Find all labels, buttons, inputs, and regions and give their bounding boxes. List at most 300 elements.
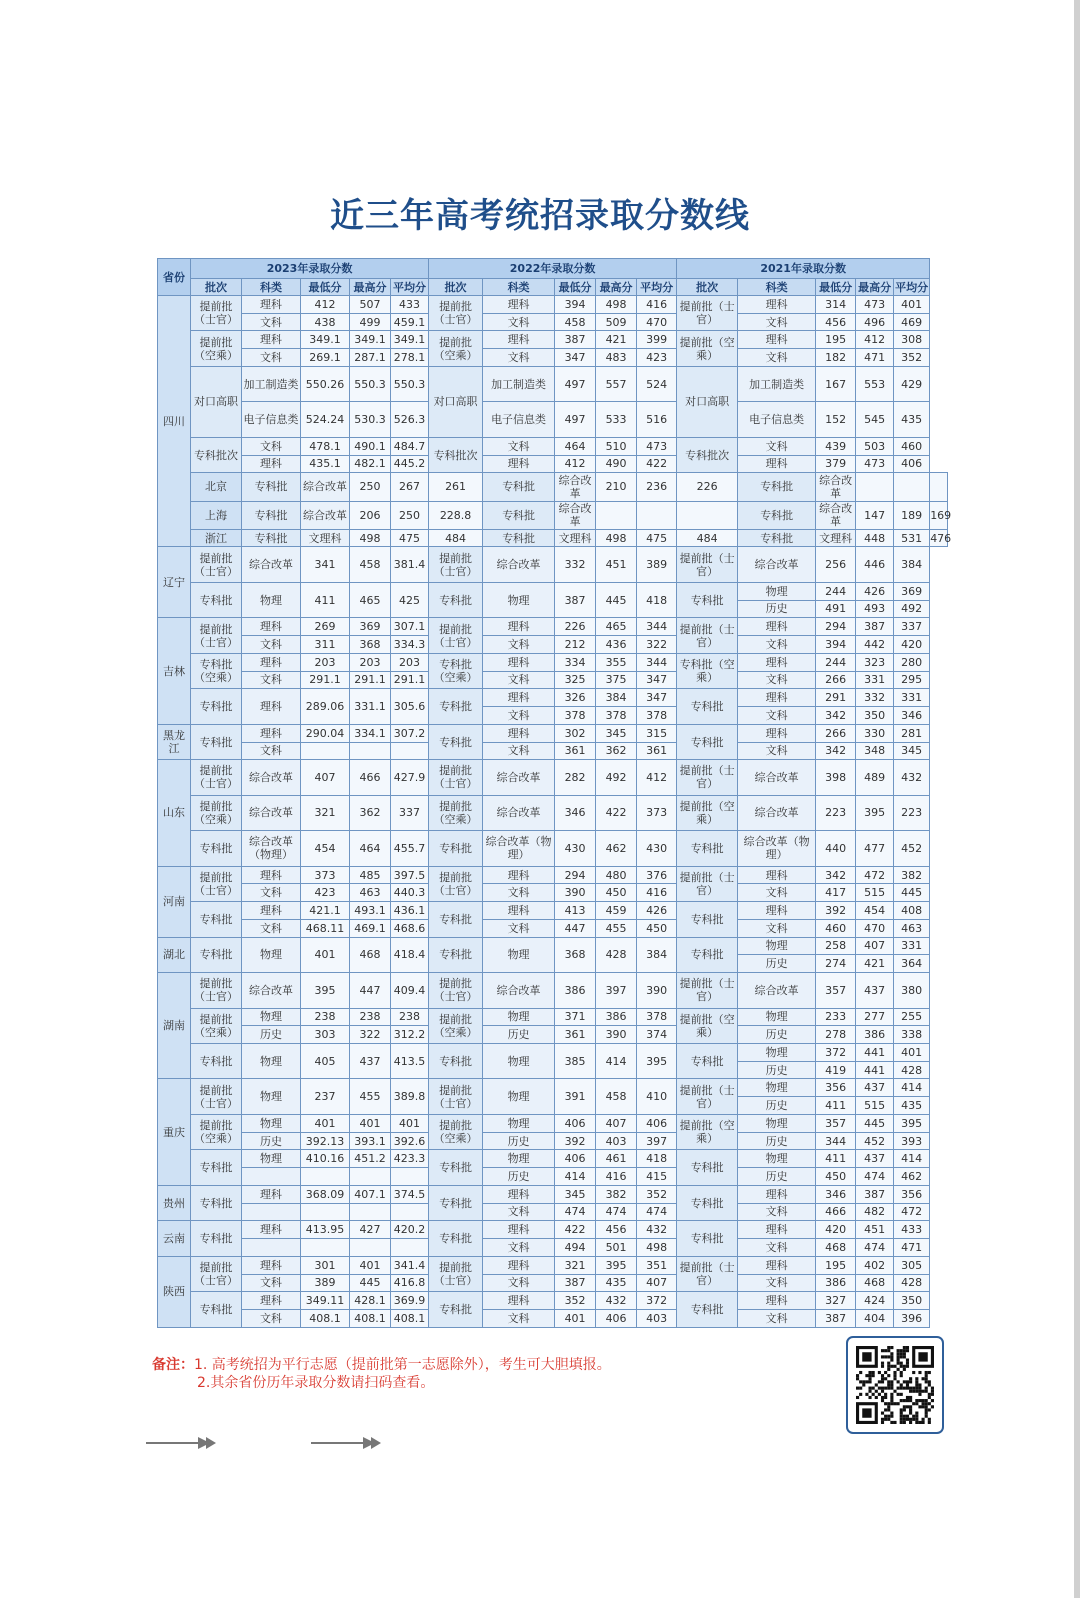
subject-cell: 理科 [738,455,816,473]
score-cell: 430 [637,831,677,866]
subject-cell: 文科 [483,707,555,725]
table-row [158,795,948,813]
score-cell: 422 [596,795,637,830]
subject-cell: 文科 [738,884,816,902]
score-cell: 440 [816,831,856,866]
table-row [158,902,948,920]
col-header-batch: 批次 [677,279,738,296]
subject-cell: 文理科 [816,529,856,547]
batch-cell: 专科批 [483,529,555,547]
score-cell: 463 [350,884,391,902]
table-row [158,1256,948,1274]
score-cell: 545 [856,402,894,437]
score-cell: 352 [555,1292,596,1310]
subject-cell: 理科 [242,618,301,636]
score-cell: 451.2 [350,1150,391,1168]
score-cell: 361 [555,1026,596,1044]
page-edge [1074,0,1080,1598]
score-cell: 236 [637,473,677,501]
score-cell: 369 [350,618,391,636]
qr-code-icon [856,1346,934,1424]
score-cell: 407 [301,760,350,795]
score-cell: 334.3 [391,636,429,654]
score-cell: 378 [596,707,637,725]
batch-cell: 提前批（士官） [429,866,483,901]
batch-cell: 专科批 [191,724,242,759]
score-cell: 323 [856,653,894,671]
subject-cell: 文科 [242,636,301,654]
subject-cell: 历史 [738,955,816,973]
score-cell: 427.9 [391,760,429,795]
batch-cell: 专科批 [191,1292,242,1328]
score-cell: 411 [816,1097,856,1115]
subject-cell: 文科 [242,313,301,331]
score-cell: 386 [816,1274,856,1292]
score-cell: 331 [856,671,894,689]
batch-cell: 提前批（士官） [191,618,242,653]
score-cell: 474 [856,1168,894,1186]
score-cell: 420 [894,636,930,654]
subject-cell: 综合改革 [555,501,596,529]
score-cell: 361 [555,742,596,760]
score-cell: 401 [555,1310,596,1328]
score-cell: 401 [350,1256,391,1274]
score-cell [391,742,429,760]
score-cell: 368 [555,937,596,972]
score-cell: 456 [816,313,856,331]
subject-cell: 文科 [483,437,555,455]
col-header-avg: 平均分 [895,280,929,294]
score-cell: 395 [894,1114,930,1132]
score-cell: 371 [555,1008,596,1026]
subject-cell: 文科 [738,636,816,654]
score-cell: 468 [350,937,391,972]
score-cell: 373 [637,795,677,830]
score-cell: 482 [856,1203,894,1221]
score-cell: 351 [637,1256,677,1274]
table-row [158,671,948,689]
province-cell: 吉林 [158,618,191,724]
score-cell: 507 [350,296,391,314]
score-cell: 228.8 [429,501,483,529]
score-cell: 152 [816,402,856,437]
score-cell: 397.5 [391,866,429,884]
score-cell: 432 [637,1221,677,1239]
score-cell: 458 [555,313,596,331]
score-cell: 440.3 [391,884,429,902]
score-cell: 480 [596,866,637,884]
batch-cell: 专科批（空乘） [677,653,738,688]
score-cell: 399 [637,331,677,349]
batch-cell: 提前批（士官） [677,866,738,901]
subject-cell: 历史 [738,1061,816,1079]
score-cell: 458 [350,547,391,582]
score-cell: 428 [894,1061,930,1079]
subject-cell: 文科 [242,349,301,367]
score-cell: 472 [894,1203,930,1221]
subject-cell: 文科 [483,349,555,367]
score-cell: 349.1 [301,331,350,349]
score-cell: 421 [596,331,637,349]
subject-cell: 理科 [483,1221,555,1239]
score-cell: 421.1 [301,902,350,920]
subject-cell: 物理 [483,1079,555,1114]
subject-cell: 物理 [483,937,555,972]
batch-cell: 提前批（空乘） [677,331,738,366]
batch-cell: 提前批（士官） [429,760,483,795]
table-row [158,1292,948,1310]
qr-code[interactable] [846,1336,944,1434]
score-cell: 394 [555,296,596,314]
score-cell: 408.1 [301,1310,350,1328]
subject-cell: 文科 [483,1203,555,1221]
subject-cell: 理科 [738,1221,816,1239]
score-cell: 341 [301,547,350,582]
province-cell: 上海 [191,501,242,529]
subject-cell [242,1203,301,1221]
subject-cell: 综合改革 [483,973,555,1008]
table-row [158,331,948,349]
score-cell: 466 [350,760,391,795]
subject-cell: 理科 [738,724,816,742]
score-cell: 462 [596,831,637,866]
score-cell: 445 [856,1114,894,1132]
score-cell: 474 [637,1203,677,1221]
score-cell: 226 [677,473,738,501]
score-cell: 468.6 [391,919,429,937]
score-cell: 438 [301,313,350,331]
score-cell: 515 [856,884,894,902]
score-cell: 414 [555,1168,596,1186]
score-cell: 349.1 [391,331,429,349]
province-cell: 云南 [158,1221,191,1256]
score-cell: 389 [637,547,677,582]
score-cell: 550.3 [391,366,429,401]
batch-cell: 对口高职 [191,366,242,437]
score-cell: 490.1 [350,437,391,455]
subject-cell: 历史 [483,1026,555,1044]
subject-cell: 理科 [738,1292,816,1310]
score-cell: 469 [894,313,930,331]
table-row [158,1203,948,1221]
score-cell: 510 [596,437,637,455]
score-cell: 414 [894,1150,930,1168]
table-row [158,1310,948,1328]
score-cell: 419 [816,1061,856,1079]
province-cell: 辽宁 [158,547,191,618]
score-cell: 524 [637,366,677,401]
score-cell: 478.1 [301,437,350,455]
score-table [157,258,952,1328]
score-cell: 238 [350,1008,391,1026]
score-cell: 341.4 [391,1256,429,1274]
score-cell: 413.95 [301,1221,350,1239]
score-cell: 347 [637,689,677,707]
score-cell: 395 [637,1043,677,1078]
score-cell: 524.24 [301,402,350,437]
score-cell: 455 [596,919,637,937]
score-cell: 281 [894,724,930,742]
score-cell: 492 [596,760,637,795]
score-cell: 250 [350,473,391,501]
batch-cell: 专科批次 [191,437,242,472]
score-cell: 322 [637,636,677,654]
subject-cell: 综合改革 [301,501,350,529]
subject-cell: 理科 [483,1256,555,1274]
score-cell: 387 [856,618,894,636]
batch-cell: 专科批 [677,724,738,759]
col-header-min: 最低分 [301,279,350,296]
batch-cell: 提前批（士官） [191,296,242,331]
score-cell: 468.11 [301,919,350,937]
score-cell: 455.7 [391,831,429,866]
score-cell: 418 [637,1150,677,1168]
score-cell: 312.2 [391,1026,429,1044]
col-header-subject: 科类 [242,279,301,296]
score-cell [930,473,948,501]
score-cell: 450 [637,919,677,937]
score-cell: 305 [894,1256,930,1274]
subject-cell: 物理 [738,1043,816,1061]
score-cell: 439 [816,437,856,455]
col-header-min: 最低分 [555,279,596,296]
score-cell: 278 [816,1026,856,1044]
table-row [158,724,948,742]
subject-cell: 文理科 [555,529,596,547]
score-cell: 393 [894,1132,930,1150]
batch-cell: 专科批 [677,1185,738,1220]
score-cell: 415 [637,1168,677,1186]
subject-cell: 综合改革 [301,473,350,501]
subject-cell: 文科 [483,671,555,689]
score-cell: 287.1 [350,349,391,367]
score-cell: 311 [301,636,350,654]
score-cell: 337 [391,795,429,830]
year-2022-header: 2022年录取分数 [429,259,677,279]
subject-cell: 理科 [483,689,555,707]
notes [152,1356,611,1392]
score-cell: 471 [894,1239,930,1257]
province-cell: 湖北 [158,937,191,972]
score-cell: 483 [596,349,637,367]
score-cell: 430 [555,831,596,866]
score-cell: 269.1 [301,349,350,367]
score-cell: 526.3 [391,402,429,437]
score-cell: 401 [301,1114,350,1132]
subject-cell: 综合改革 [242,795,301,830]
score-cell: 346 [555,795,596,830]
score-cell: 195 [816,331,856,349]
score-cell: 451 [856,1221,894,1239]
batch-cell: 专科批 [429,831,483,866]
score-cell: 244 [816,653,856,671]
province-cell: 四川 [158,296,191,547]
score-cell: 342 [816,742,856,760]
score-cell: 378 [637,707,677,725]
score-cell: 428 [894,1274,930,1292]
score-cell: 347 [637,671,677,689]
score-cell: 427 [350,1221,391,1239]
score-cell: 433 [391,296,429,314]
score-cell: 406 [555,1114,596,1132]
score-cell: 357 [816,1114,856,1132]
score-cell: 465 [596,618,637,636]
score-cell: 476 [930,529,948,547]
table-row [158,937,948,955]
score-cell: 447 [350,973,391,1008]
score-cell: 401 [391,1114,429,1132]
score-cell: 433 [894,1221,930,1239]
score-cell: 421 [856,955,894,973]
score-cell: 412 [301,296,350,314]
score-cell [677,501,738,529]
batch-cell: 专科批 [191,582,242,617]
score-cell: 223 [816,795,856,830]
batch-cell: 提前批（空乘） [191,1114,242,1149]
batch-cell: 专科批 [738,529,816,547]
subject-cell: 文科 [738,919,816,937]
batch-cell: 专科批 [191,689,242,724]
score-cell: 406 [637,1114,677,1132]
table-row [158,1026,948,1044]
province-cell: 陕西 [158,1256,191,1327]
subject-cell: 理科 [738,331,816,349]
score-cell: 278.1 [391,349,429,367]
batch-cell: 提前批（士官） [677,296,738,331]
score-cell: 344 [637,618,677,636]
score-cell: 425 [391,582,429,617]
score-cell: 403 [596,1132,637,1150]
score-cell: 445 [350,1274,391,1292]
table-row [158,689,948,707]
subject-cell: 历史 [738,600,816,618]
score-cell: 282 [555,760,596,795]
batch-cell: 提前批（士官） [191,1079,242,1114]
score-cell: 387 [816,1310,856,1328]
score-cell: 380 [894,973,930,1008]
score-cell: 475 [637,529,677,547]
score-cell: 404 [856,1310,894,1328]
score-cell: 392 [816,902,856,920]
subject-cell: 综合改革 [483,760,555,795]
score-cell: 407 [596,1114,637,1132]
subject-cell: 理科 [738,1256,816,1274]
score-cell: 437 [856,973,894,1008]
subject-cell: 物理 [738,582,816,600]
score-cell: 305.6 [391,689,429,724]
batch-cell: 对口高职 [429,366,483,437]
score-cell: 374 [637,1026,677,1044]
score-cell: 428 [596,937,637,972]
subject-cell: 物理 [242,1043,301,1078]
col-header-min: 最低分 [816,279,856,296]
table-row [158,973,948,991]
score-cell: 195 [816,1256,856,1274]
batch-cell: 提前批（士官） [191,760,242,795]
score-cell: 468 [856,1274,894,1292]
table-row [158,501,948,529]
batch-cell: 专科批 [483,501,555,529]
subject-cell: 文科 [738,1239,816,1257]
score-cell: 303 [301,1026,350,1044]
score-cell: 489 [856,760,894,795]
score-cell: 346 [816,1185,856,1203]
score-cell: 477 [856,831,894,866]
batch-cell: 提前批（士官） [677,547,738,582]
score-cell: 493.1 [350,902,391,920]
table-row [158,742,948,760]
score-cell: 345 [894,742,930,760]
score-cell: 327 [816,1292,856,1310]
score-cell: 498 [596,296,637,314]
table-row [158,866,948,884]
table-row [158,653,948,671]
score-cell: 390 [596,1026,637,1044]
subject-cell: 加工制造类 [738,366,816,401]
col-header-batch: 批次 [191,279,242,296]
subject-cell: 物理 [738,1150,816,1168]
subject-cell: 文科 [738,671,816,689]
score-cell: 492 [894,600,930,618]
score-cell: 382 [894,866,930,884]
subject-cell: 综合改革 [242,760,301,795]
subject-cell: 文科 [738,437,816,455]
score-cell: 378 [637,1008,677,1026]
subject-cell: 理科 [483,1185,555,1203]
batch-cell: 专科批 [738,501,816,529]
province-cell: 山东 [158,760,191,866]
year-2023-header: 2023年录取分数 [191,259,429,279]
score-cell: 331.1 [350,689,391,724]
subject-cell: 理科 [242,866,301,884]
score-cell: 459.1 [391,313,429,331]
score-cell: 413.5 [391,1043,429,1078]
col-header-avg: 平均分 [637,279,677,296]
score-cell: 406 [555,1150,596,1168]
score-cell: 454 [856,902,894,920]
province-cell: 贵州 [158,1185,191,1220]
score-cell: 418 [637,582,677,617]
score-cell: 372 [816,1043,856,1061]
subject-cell: 理科 [242,724,301,742]
batch-cell: 专科批次 [429,437,483,472]
subject-cell: 物理 [738,937,816,955]
batch-cell: 提前批（空乘） [677,1114,738,1149]
subject-cell: 电子信息类 [242,402,301,437]
score-cell: 401 [350,1114,391,1132]
score-cell: 435 [596,1274,637,1292]
score-cell: 261 [429,473,483,501]
score-cell: 386 [555,973,596,1008]
batch-cell: 专科批 [677,1043,738,1078]
score-cell: 409.4 [391,973,429,1008]
score-cell: 460 [894,437,930,455]
score-cell: 397 [637,1132,677,1150]
batch-cell: 专科批 [429,1150,483,1185]
subject-cell: 理科 [242,902,301,920]
score-cell: 203 [301,653,350,671]
score-cell: 497 [555,366,596,401]
score-cell: 435 [894,402,930,437]
score-cell: 407.1 [350,1185,391,1203]
table-row [158,1079,948,1097]
score-cell: 413 [555,902,596,920]
score-cell: 331 [894,937,930,955]
score-cell: 373 [301,866,350,884]
score-cell: 362 [350,795,391,830]
batch-cell: 专科批 [191,1150,242,1185]
score-cell: 436.1 [391,902,429,920]
